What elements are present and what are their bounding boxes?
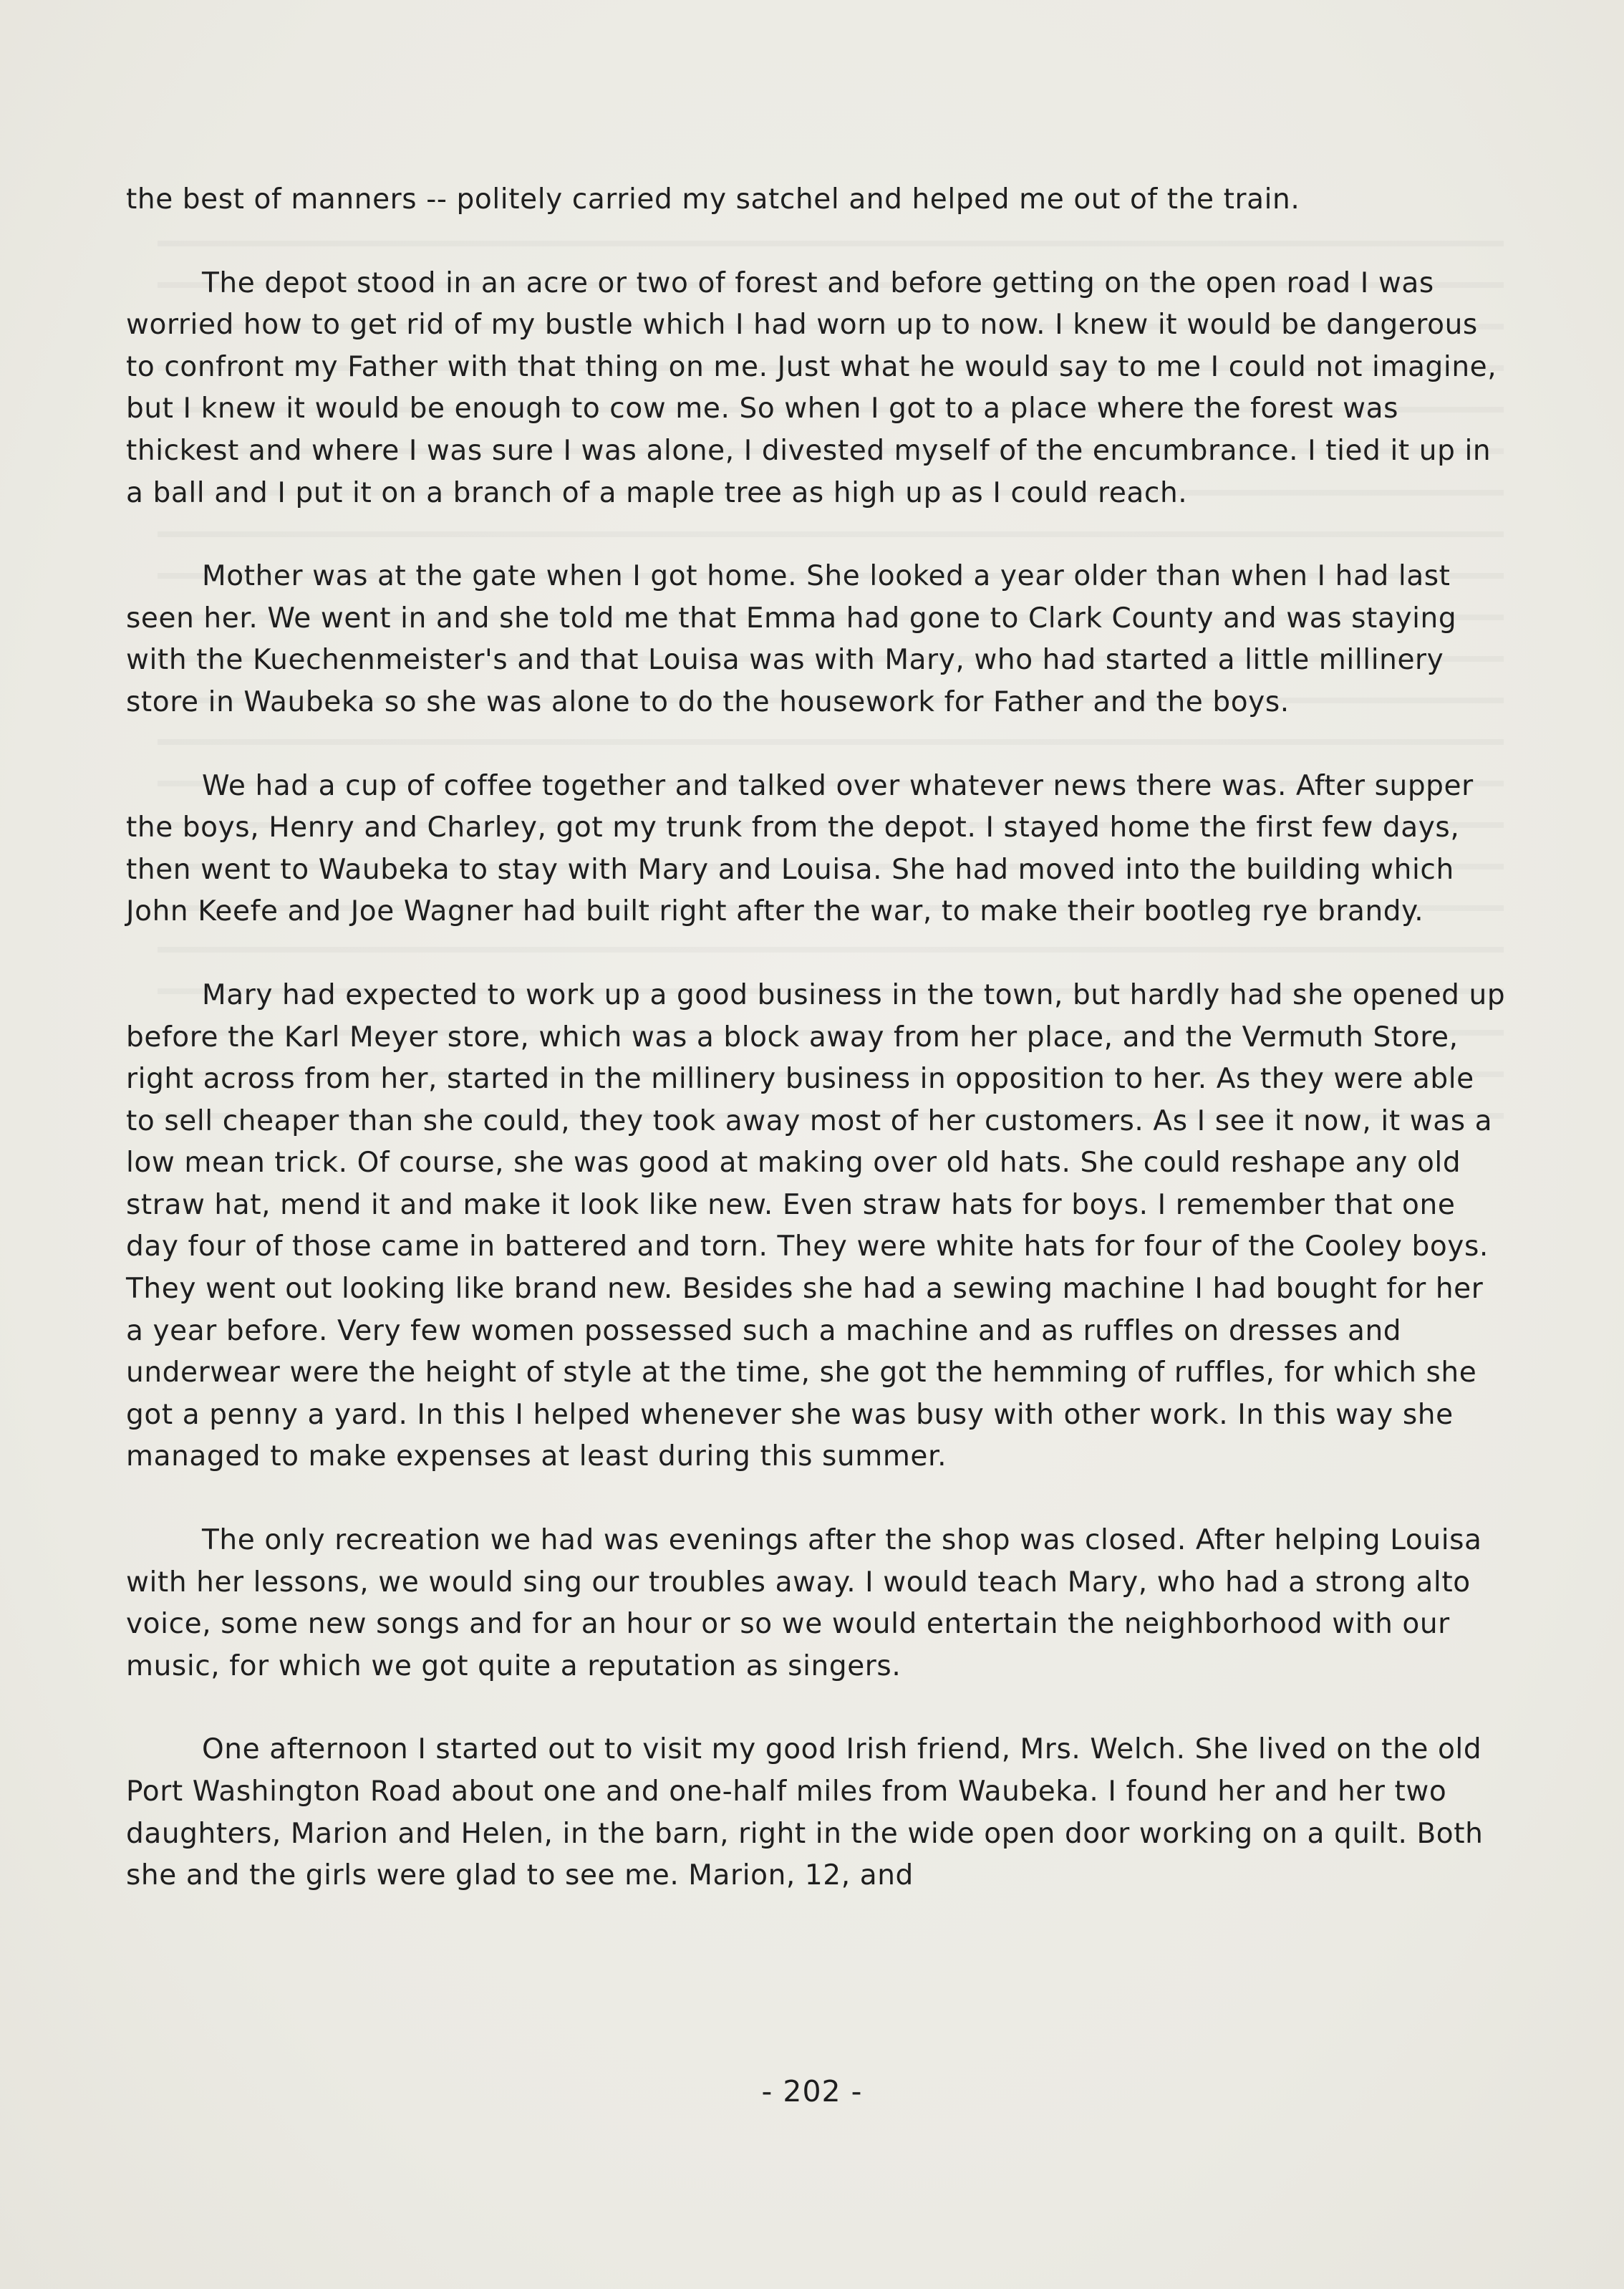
paragraph: the best of manners -- politely carried my satchel and helped me out of the train. — [126, 183, 1300, 216]
paragraph: One afternoon I started out to visit my good Irish friend, Mrs. Welch. She lived on the old Port Washington Road about one and one-half miles from Waubeka. I found her and her two daughters, Marion and Helen, in the barn, right in the wide open door working on a quilt. Both she and the girls were glad to see me. Marion, 12, and — [126, 1733, 1484, 1892]
paragraph: The depot stood in an acre or two of forest and before getting on the open road I was worried how to get rid of my bustle which I had worn up to now. I knew it would be dangerous to confront my Father with that thing on me. Just what he would say to me I could not imagine, but I knew it would be enough to cow me. So when I got to a place where the forest was thickest and where I was sure I was alone, I divested myself of the encumbrance. I tied it up in a ball and I put it on a branch of a maple tree as high up as I could reach. — [126, 266, 1497, 509]
paragraph: We had a cup of coffee together and talked over whatever news there was. After supper the boys, Henry and Charley, got my trunk from the depot. I stayed home the first few days, then went to Waubeka to stay with Mary and Louisa. She had moved into the building which John Keefe and Joe Wagner had built right after the war, to make their bootleg rye brandy. — [126, 769, 1474, 928]
page-number: - 202 - — [761, 2074, 863, 2109]
paragraph: Mother was at the gate when I got home. She looked a year older than when I had last seen her. We went in and she told me that Emma had gone to Clark County and was staying with the Kuechenmeister's and that Louisa was with Mary, who had started a little millinery store in Waubeka so she was alone to do the housework for Father and the boys. — [126, 560, 1457, 718]
paragraph: Mary had expected to work up a good business in the town, but hardly had she opened up before the Karl Meyer store, which was a block away from her place, and the Vermuth Store, right across from her, started in the millinery business in opposition to her. As they were able to sell cheaper than she could, they took away most of her customers. As I see it now, it was a low mean trick. Of course, she was good at making over old hats. She could reshape any old straw hat, mend it and make it look like new. Even straw hats for boys. I remember that one day four of those came in battered and torn. They were white hats for four of the Cooley boys. They went out looking like brand new. Besides she had a sewing machine I had bought for her a year before. Very few women possessed such a machine and as ruffles on dresses and underwear were the height of style at the time, she got the hemming of ruffles, for which she got a penny a yard. In this I helped whenever she was busy with other work. In this way she managed to make expenses at least during this summer. — [126, 978, 1506, 1473]
paragraph: The only recreation we had was evenings after the shop was closed. After helping Louisa with her lessons, we would sing our troubles away. I would teach Mary, who had a strong alto voice, some new songs and for an hour or so we would entertain the neighborhood with our music, for which we got quite a reputation as singers. — [126, 1524, 1482, 1682]
body-text — [126, 179, 1508, 1939]
